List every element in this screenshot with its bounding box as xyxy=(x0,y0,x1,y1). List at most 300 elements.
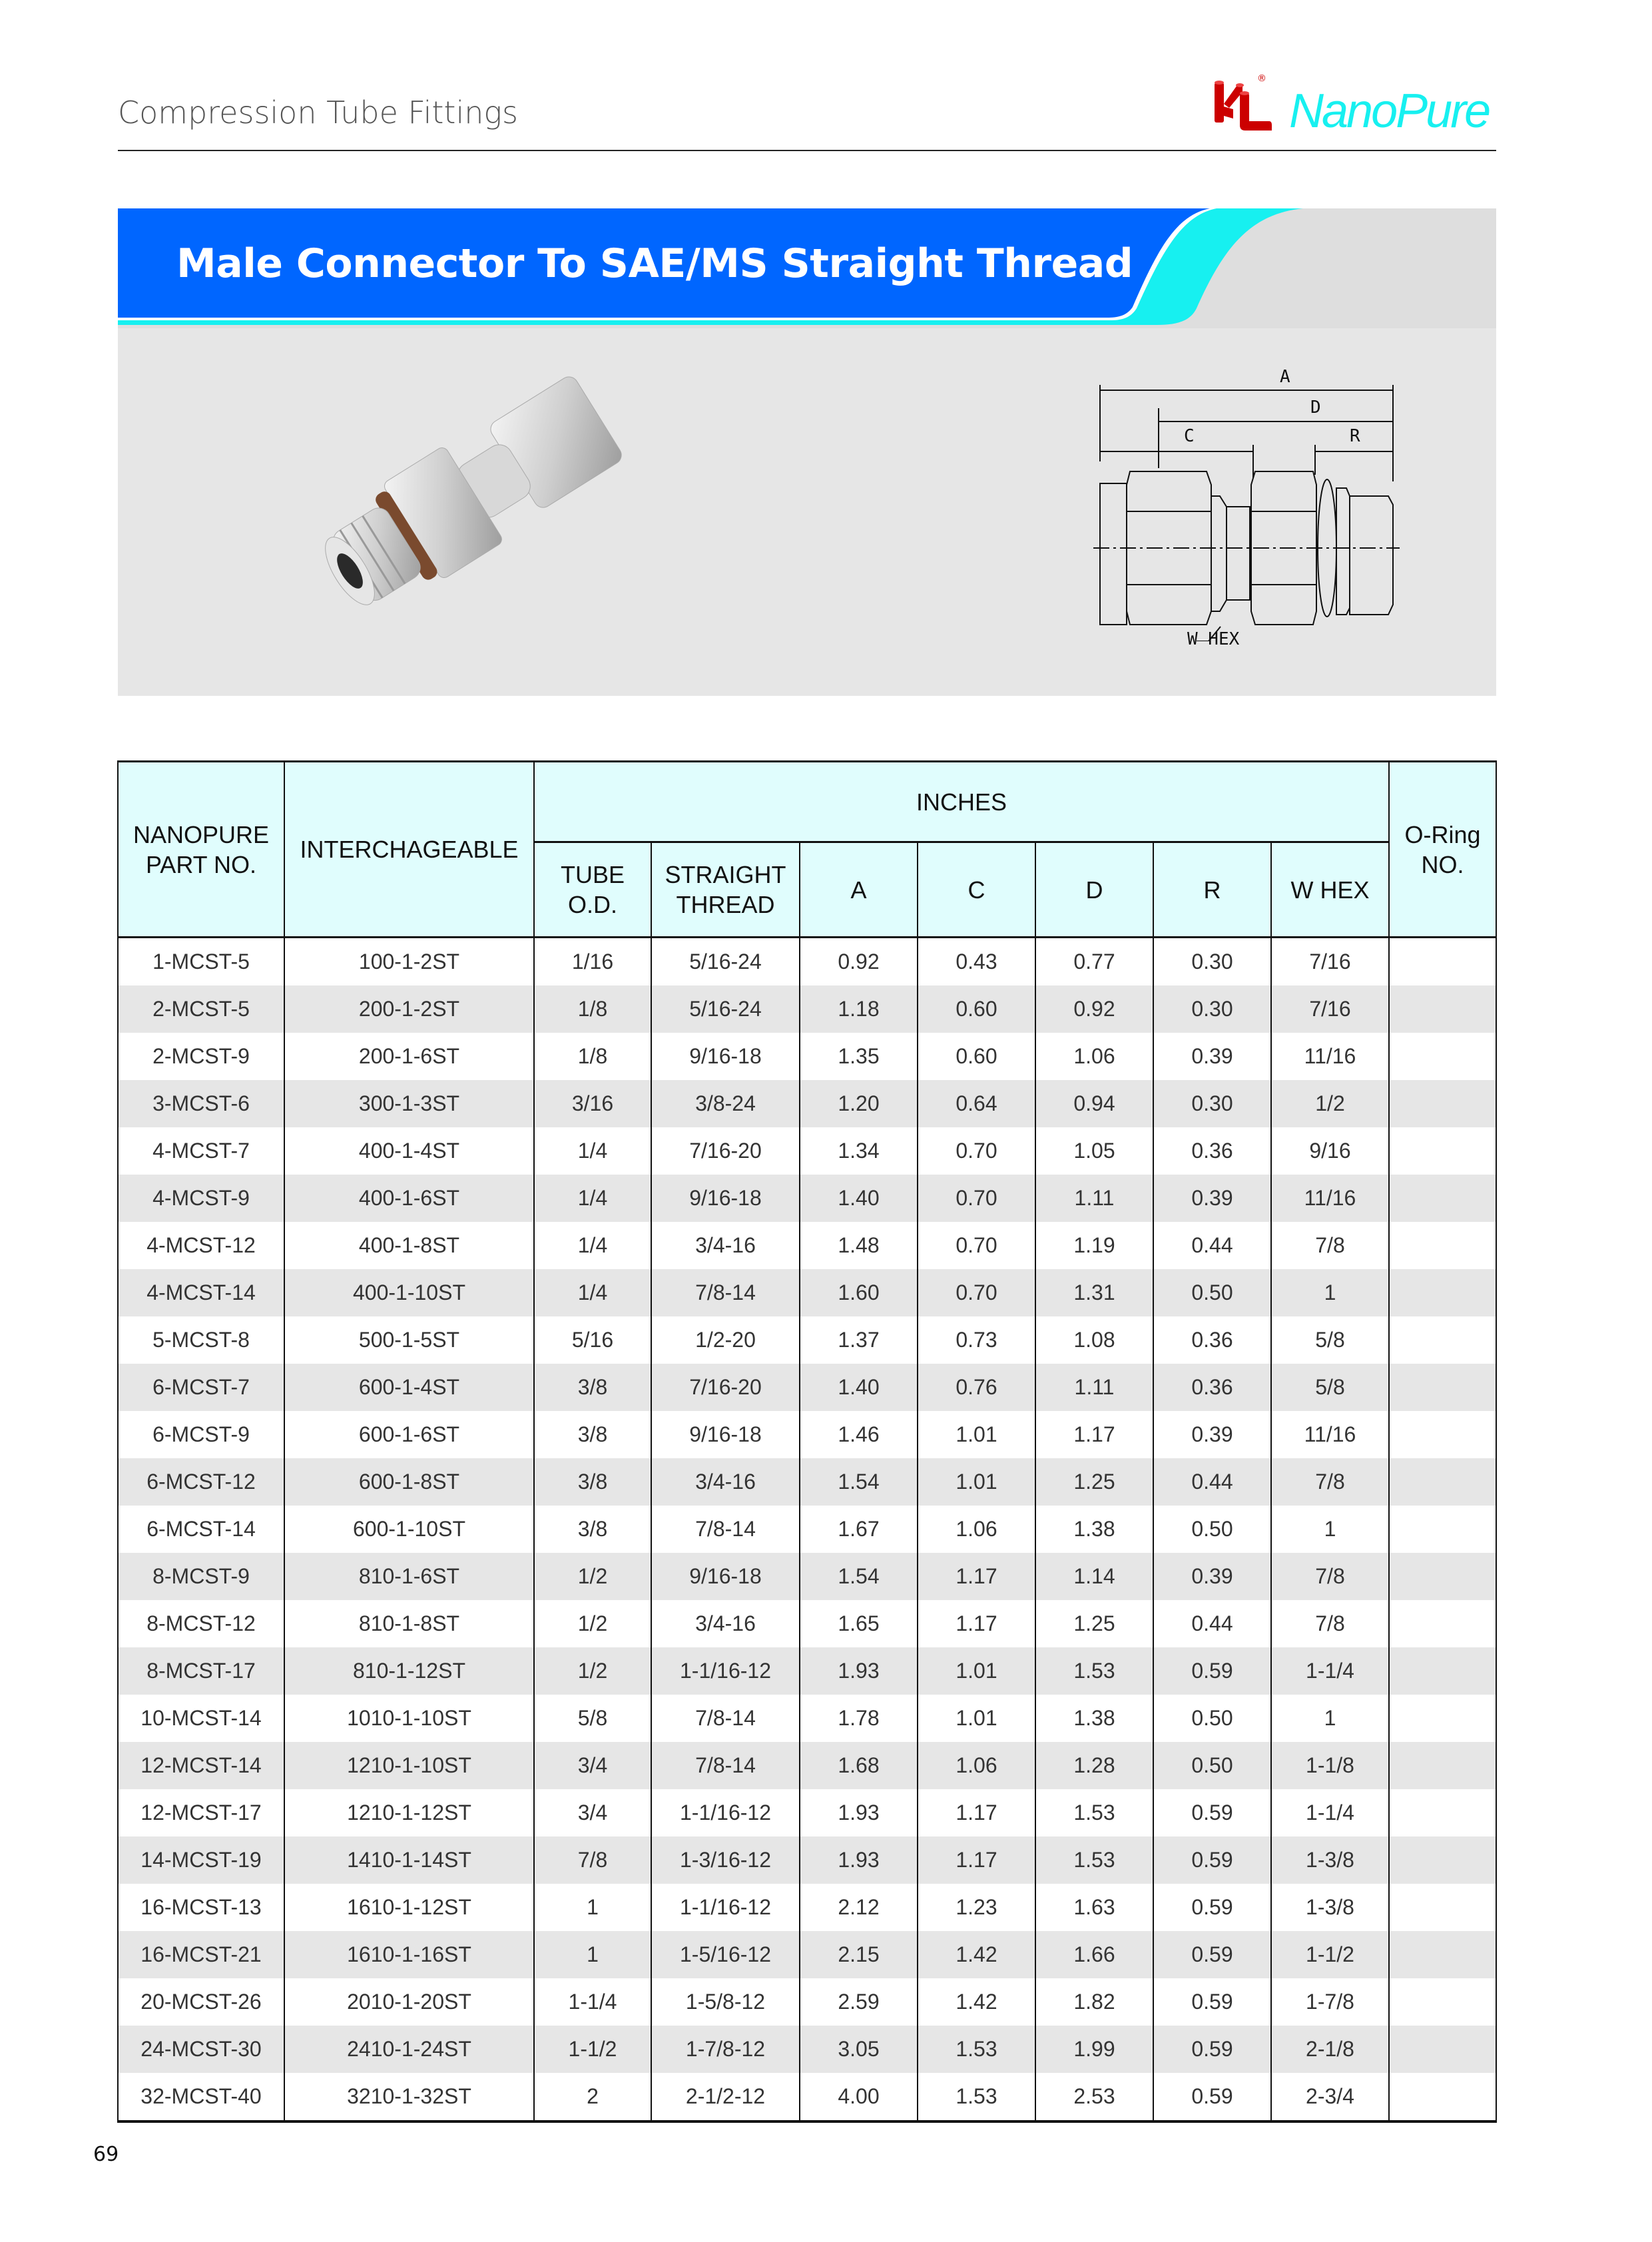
cell-tube-od: 1-1/2 xyxy=(534,2026,651,2073)
cell-oring-no xyxy=(1389,1600,1496,1647)
cell-part-no: 2-MCST-9 xyxy=(118,1033,284,1080)
cell-c: 1.53 xyxy=(918,2026,1035,2073)
cell-a: 1.18 xyxy=(800,985,918,1033)
cell-r: 0.44 xyxy=(1153,1458,1271,1506)
cell-w-hex: 5/8 xyxy=(1271,1364,1389,1411)
table-row xyxy=(118,1647,1496,1695)
cell-part-no: 6-MCST-9 xyxy=(118,1411,284,1458)
cell-c: 1.06 xyxy=(918,1742,1035,1789)
cell-tube-od: 1/8 xyxy=(534,985,651,1033)
cell-straight-thread: 7/16-20 xyxy=(651,1127,800,1175)
cell-oring-no xyxy=(1389,2026,1496,2073)
dimension-label-c: C xyxy=(1184,426,1195,446)
cell-part-no: 5-MCST-8 xyxy=(118,1316,284,1364)
table-row xyxy=(118,1836,1496,1884)
cell-d: 1.66 xyxy=(1035,1931,1153,1978)
cell-a: 1.40 xyxy=(800,1175,918,1222)
table-row xyxy=(118,1316,1496,1364)
cell-a: 1.54 xyxy=(800,1553,918,1600)
cell-interchangeable: 3210-1-32ST xyxy=(284,2073,534,2121)
cell-part-no: 2-MCST-5 xyxy=(118,985,284,1033)
registered-mark: ® xyxy=(1257,73,1266,84)
cell-c: 1.42 xyxy=(918,1931,1035,1978)
cell-interchangeable: 1610-1-16ST xyxy=(284,1931,534,1978)
cell-tube-od: 3/8 xyxy=(534,1506,651,1553)
dimension-label-whex: W HEX xyxy=(1187,629,1240,649)
cell-oring-no xyxy=(1389,1175,1496,1222)
cell-interchangeable: 2010-1-20ST xyxy=(284,1978,534,2026)
cell-w-hex: 11/16 xyxy=(1271,1175,1389,1222)
cell-d: 1.53 xyxy=(1035,1647,1153,1695)
cell-r: 0.50 xyxy=(1153,1269,1271,1316)
dimension-drawing xyxy=(1090,355,1403,641)
table-row xyxy=(118,1080,1496,1127)
page-number: 69 xyxy=(93,2143,119,2166)
table-row xyxy=(118,1931,1496,1978)
cell-part-no: 3-MCST-6 xyxy=(118,1080,284,1127)
table-row xyxy=(118,1175,1496,1222)
cell-a: 1.48 xyxy=(800,1222,918,1269)
table-row xyxy=(118,1884,1496,1931)
cell-straight-thread: 3/8-24 xyxy=(651,1080,800,1127)
cell-straight-thread: 7/16-20 xyxy=(651,1364,800,1411)
cell-d: 1.31 xyxy=(1035,1269,1153,1316)
cell-a: 1.40 xyxy=(800,1364,918,1411)
dimension-label-r: R xyxy=(1350,426,1360,446)
cell-w-hex: 11/16 xyxy=(1271,1411,1389,1458)
logo-text: NanoPure xyxy=(1289,85,1490,138)
cell-d: 2.53 xyxy=(1035,2073,1153,2121)
cell-c: 1.53 xyxy=(918,2073,1035,2121)
cell-part-no: 12-MCST-17 xyxy=(118,1789,284,1836)
header-oring: O-Ring NO. xyxy=(1389,762,1496,938)
cell-tube-od: 1/8 xyxy=(534,1033,651,1080)
cell-a: 2.59 xyxy=(800,1978,918,2026)
cell-oring-no xyxy=(1389,1033,1496,1080)
cell-w-hex: 9/16 xyxy=(1271,1127,1389,1175)
table-row xyxy=(118,2026,1496,2073)
cell-d: 1.53 xyxy=(1035,1789,1153,1836)
cell-r: 0.30 xyxy=(1153,985,1271,1033)
header-inches-group: INCHES xyxy=(534,762,1389,842)
cell-w-hex: 1-1/4 xyxy=(1271,1647,1389,1695)
cell-interchangeable: 400-1-8ST xyxy=(284,1222,534,1269)
cell-interchangeable: 810-1-6ST xyxy=(284,1553,534,1600)
cell-d: 1.99 xyxy=(1035,2026,1153,2073)
cell-interchangeable: 810-1-12ST xyxy=(284,1647,534,1695)
cell-oring-no xyxy=(1389,2073,1496,2121)
cell-c: 0.70 xyxy=(918,1175,1035,1222)
cell-a: 1.37 xyxy=(800,1316,918,1364)
cell-w-hex: 7/8 xyxy=(1271,1600,1389,1647)
cell-r: 0.59 xyxy=(1153,1884,1271,1931)
product-title: Male Connector To SAE/MS Straight Thread xyxy=(176,240,1133,287)
cell-w-hex: 1/2 xyxy=(1271,1080,1389,1127)
cell-oring-no xyxy=(1389,1080,1496,1127)
cell-straight-thread: 1-1/16-12 xyxy=(651,1884,800,1931)
cell-straight-thread: 3/4-16 xyxy=(651,1222,800,1269)
cell-interchangeable: 400-1-6ST xyxy=(284,1175,534,1222)
cell-oring-no xyxy=(1389,1647,1496,1695)
cell-tube-od: 3/8 xyxy=(534,1411,651,1458)
cell-interchangeable: 600-1-4ST xyxy=(284,1364,534,1411)
cell-d: 0.77 xyxy=(1035,938,1153,986)
cell-oring-no xyxy=(1389,1742,1496,1789)
cell-straight-thread: 9/16-18 xyxy=(651,1033,800,1080)
cell-c: 1.42 xyxy=(918,1978,1035,2026)
table-row xyxy=(118,1269,1496,1316)
header-c: C xyxy=(918,842,1035,938)
product-photo xyxy=(304,362,677,628)
cell-straight-thread: 1-7/8-12 xyxy=(651,2026,800,2073)
cell-tube-od: 1/2 xyxy=(534,1647,651,1695)
cell-part-no: 6-MCST-12 xyxy=(118,1458,284,1506)
cell-w-hex: 1 xyxy=(1271,1269,1389,1316)
cell-part-no: 10-MCST-14 xyxy=(118,1695,284,1742)
cell-w-hex: 7/16 xyxy=(1271,985,1389,1033)
cell-a: 0.92 xyxy=(800,938,918,986)
table-row xyxy=(118,1553,1496,1600)
cell-c: 1.01 xyxy=(918,1647,1035,1695)
cell-oring-no xyxy=(1389,1411,1496,1458)
cell-r: 0.50 xyxy=(1153,1506,1271,1553)
cell-tube-od: 1-1/4 xyxy=(534,1978,651,2026)
cell-d: 1.19 xyxy=(1035,1222,1153,1269)
cell-straight-thread: 5/16-24 xyxy=(651,985,800,1033)
cell-tube-od: 1 xyxy=(534,1931,651,1978)
cell-a: 1.20 xyxy=(800,1080,918,1127)
dimension-label-d: D xyxy=(1310,398,1321,418)
cell-a: 1.93 xyxy=(800,1789,918,1836)
cell-interchangeable: 300-1-3ST xyxy=(284,1080,534,1127)
cell-tube-od: 3/16 xyxy=(534,1080,651,1127)
cell-interchangeable: 200-1-6ST xyxy=(284,1033,534,1080)
header-divider xyxy=(118,150,1496,151)
cell-tube-od: 1/2 xyxy=(534,1553,651,1600)
cell-c: 0.76 xyxy=(918,1364,1035,1411)
cell-c: 1.17 xyxy=(918,1600,1035,1647)
table-row xyxy=(118,1033,1496,1080)
cell-d: 1.11 xyxy=(1035,1364,1153,1411)
cell-a: 1.78 xyxy=(800,1695,918,1742)
table-row xyxy=(118,938,1496,986)
cell-a: 1.65 xyxy=(800,1600,918,1647)
cell-part-no: 24-MCST-30 xyxy=(118,2026,284,2073)
cell-part-no: 4-MCST-9 xyxy=(118,1175,284,1222)
cell-r: 0.50 xyxy=(1153,1742,1271,1789)
cell-r: 0.59 xyxy=(1153,1789,1271,1836)
cell-d: 1.63 xyxy=(1035,1884,1153,1931)
cell-d: 1.82 xyxy=(1035,1978,1153,2026)
cell-oring-no xyxy=(1389,1222,1496,1269)
cell-c: 1.23 xyxy=(918,1884,1035,1931)
cell-part-no: 14-MCST-19 xyxy=(118,1836,284,1884)
header-d: D xyxy=(1035,842,1153,938)
cell-straight-thread: 1-3/16-12 xyxy=(651,1836,800,1884)
cell-r: 0.59 xyxy=(1153,2026,1271,2073)
cell-part-no: 6-MCST-14 xyxy=(118,1506,284,1553)
cell-r: 0.44 xyxy=(1153,1600,1271,1647)
cell-w-hex: 7/8 xyxy=(1271,1553,1389,1600)
cell-tube-od: 1 xyxy=(534,1884,651,1931)
cell-d: 1.14 xyxy=(1035,1553,1153,1600)
cell-straight-thread: 3/4-16 xyxy=(651,1458,800,1506)
cell-straight-thread: 7/8-14 xyxy=(651,1695,800,1742)
cell-interchangeable: 400-1-4ST xyxy=(284,1127,534,1175)
cell-interchangeable: 200-1-2ST xyxy=(284,985,534,1033)
cell-oring-no xyxy=(1389,1931,1496,1978)
header-r: R xyxy=(1153,842,1271,938)
table-row xyxy=(118,1364,1496,1411)
cell-w-hex: 7/16 xyxy=(1271,938,1389,986)
cell-r: 0.59 xyxy=(1153,1836,1271,1884)
dimension-label-a: A xyxy=(1280,367,1290,387)
table-row xyxy=(118,2073,1496,2121)
table-row xyxy=(118,1978,1496,2026)
cell-straight-thread: 9/16-18 xyxy=(651,1175,800,1222)
cell-r: 0.59 xyxy=(1153,1647,1271,1695)
cell-tube-od: 1/4 xyxy=(534,1222,651,1269)
cell-c: 0.73 xyxy=(918,1316,1035,1364)
cell-oring-no xyxy=(1389,1506,1496,1553)
cell-part-no: 8-MCST-17 xyxy=(118,1647,284,1695)
cell-part-no: 4-MCST-12 xyxy=(118,1222,284,1269)
cell-interchangeable: 500-1-5ST xyxy=(284,1316,534,1364)
cell-interchangeable: 1210-1-10ST xyxy=(284,1742,534,1789)
cell-w-hex: 11/16 xyxy=(1271,1033,1389,1080)
cell-r: 0.30 xyxy=(1153,1080,1271,1127)
cell-a: 1.60 xyxy=(800,1269,918,1316)
header-a: A xyxy=(800,842,918,938)
cell-d: 1.17 xyxy=(1035,1411,1153,1458)
cell-interchangeable: 400-1-10ST xyxy=(284,1269,534,1316)
cell-straight-thread: 9/16-18 xyxy=(651,1553,800,1600)
cell-r: 0.44 xyxy=(1153,1222,1271,1269)
cell-a: 2.15 xyxy=(800,1931,918,1978)
cell-interchangeable: 600-1-8ST xyxy=(284,1458,534,1506)
cell-tube-od: 3/8 xyxy=(534,1364,651,1411)
cell-c: 0.60 xyxy=(918,1033,1035,1080)
cell-straight-thread: 3/4-16 xyxy=(651,1600,800,1647)
cell-d: 1.06 xyxy=(1035,1033,1153,1080)
header-w-hex: W HEX xyxy=(1271,842,1389,938)
cell-a: 1.35 xyxy=(800,1033,918,1080)
cell-interchangeable: 600-1-10ST xyxy=(284,1506,534,1553)
cell-oring-no xyxy=(1389,1458,1496,1506)
cell-interchangeable: 1410-1-14ST xyxy=(284,1836,534,1884)
cell-d: 0.92 xyxy=(1035,985,1153,1033)
cell-straight-thread: 7/8-14 xyxy=(651,1269,800,1316)
header-straight-thread: STRAIGHT THREAD xyxy=(651,842,800,938)
table-row xyxy=(118,1127,1496,1175)
cell-w-hex: 5/8 xyxy=(1271,1316,1389,1364)
cell-r: 0.39 xyxy=(1153,1411,1271,1458)
cell-oring-no xyxy=(1389,1884,1496,1931)
cell-tube-od: 3/8 xyxy=(534,1458,651,1506)
cell-d: 1.38 xyxy=(1035,1695,1153,1742)
cell-d: 1.28 xyxy=(1035,1742,1153,1789)
cell-part-no: 1-MCST-5 xyxy=(118,938,284,986)
cell-straight-thread: 1-5/16-12 xyxy=(651,1931,800,1978)
cell-part-no: 16-MCST-21 xyxy=(118,1931,284,1978)
cell-tube-od: 1/2 xyxy=(534,1600,651,1647)
cell-a: 1.68 xyxy=(800,1742,918,1789)
table-row xyxy=(118,1506,1496,1553)
cell-c: 1.01 xyxy=(918,1458,1035,1506)
cell-oring-no xyxy=(1389,1695,1496,1742)
cell-tube-od: 5/8 xyxy=(534,1695,651,1742)
cell-straight-thread: 5/16-24 xyxy=(651,938,800,986)
cell-c: 1.01 xyxy=(918,1411,1035,1458)
cell-oring-no xyxy=(1389,1316,1496,1364)
cell-w-hex: 1-1/8 xyxy=(1271,1742,1389,1789)
cell-d: 1.25 xyxy=(1035,1600,1153,1647)
cell-w-hex: 2-1/8 xyxy=(1271,2026,1389,2073)
cell-straight-thread: 1-1/16-12 xyxy=(651,1647,800,1695)
cell-r: 0.39 xyxy=(1153,1553,1271,1600)
table-row xyxy=(118,1411,1496,1458)
cell-r: 0.59 xyxy=(1153,2073,1271,2121)
cell-tube-od: 5/16 xyxy=(534,1316,651,1364)
table-row xyxy=(118,1222,1496,1269)
cell-w-hex: 7/8 xyxy=(1271,1222,1389,1269)
cell-c: 0.64 xyxy=(918,1080,1035,1127)
cell-part-no: 20-MCST-26 xyxy=(118,1978,284,2026)
cell-a: 3.05 xyxy=(800,2026,918,2073)
cell-oring-no xyxy=(1389,1789,1496,1836)
table-row xyxy=(118,985,1496,1033)
kl-logo-mark-icon xyxy=(1211,72,1284,139)
cell-w-hex: 1 xyxy=(1271,1506,1389,1553)
cell-interchangeable: 1210-1-12ST xyxy=(284,1789,534,1836)
cell-interchangeable: 1010-1-10ST xyxy=(284,1695,534,1742)
table-row xyxy=(118,1789,1496,1836)
table-row xyxy=(118,1458,1496,1506)
cell-d: 1.53 xyxy=(1035,1836,1153,1884)
cell-a: 4.00 xyxy=(800,2073,918,2121)
cell-d: 1.25 xyxy=(1035,1458,1153,1506)
cell-w-hex: 1 xyxy=(1271,1695,1389,1742)
cell-c: 1.17 xyxy=(918,1553,1035,1600)
cell-w-hex: 1-3/8 xyxy=(1271,1836,1389,1884)
cell-tube-od: 1/4 xyxy=(534,1269,651,1316)
cell-oring-no xyxy=(1389,938,1496,986)
cell-part-no: 8-MCST-12 xyxy=(118,1600,284,1647)
cell-c: 0.70 xyxy=(918,1269,1035,1316)
page-header-title: Compression Tube Fittings xyxy=(118,95,518,131)
cell-straight-thread: 1-1/16-12 xyxy=(651,1789,800,1836)
cell-a: 2.12 xyxy=(800,1884,918,1931)
cell-c: 1.17 xyxy=(918,1789,1035,1836)
cell-r: 0.39 xyxy=(1153,1175,1271,1222)
cell-oring-no xyxy=(1389,1553,1496,1600)
cell-tube-od: 1/4 xyxy=(534,1127,651,1175)
cell-part-no: 4-MCST-7 xyxy=(118,1127,284,1175)
cell-part-no: 12-MCST-14 xyxy=(118,1742,284,1789)
cell-oring-no xyxy=(1389,1978,1496,2026)
cell-r: 0.59 xyxy=(1153,1931,1271,1978)
cell-w-hex: 7/8 xyxy=(1271,1458,1389,1506)
cell-c: 1.06 xyxy=(918,1506,1035,1553)
cell-tube-od: 1/4 xyxy=(534,1175,651,1222)
product-hero-panel xyxy=(118,208,1496,696)
cell-interchangeable: 2410-1-24ST xyxy=(284,2026,534,2073)
cell-tube-od: 2 xyxy=(534,2073,651,2121)
cell-oring-no xyxy=(1389,1836,1496,1884)
cell-straight-thread: 1-5/8-12 xyxy=(651,1978,800,2026)
cell-c: 1.17 xyxy=(918,1836,1035,1884)
cell-oring-no xyxy=(1389,985,1496,1033)
cell-tube-od: 3/4 xyxy=(534,1742,651,1789)
spec-table xyxy=(117,760,1497,2123)
table-body xyxy=(118,938,1496,2122)
cell-r: 0.30 xyxy=(1153,938,1271,986)
header-tube-od: TUBE O.D. xyxy=(534,842,651,938)
cell-interchangeable: 810-1-8ST xyxy=(284,1600,534,1647)
cell-w-hex: 1-1/2 xyxy=(1271,1931,1389,1978)
cell-straight-thread: 9/16-18 xyxy=(651,1411,800,1458)
cell-tube-od: 3/4 xyxy=(534,1789,651,1836)
brand-logo xyxy=(1211,72,1504,139)
cell-tube-od: 1/16 xyxy=(534,938,651,986)
cell-d: 0.94 xyxy=(1035,1080,1153,1127)
cell-interchangeable: 100-1-2ST xyxy=(284,938,534,986)
cell-r: 0.39 xyxy=(1153,1033,1271,1080)
cell-d: 1.38 xyxy=(1035,1506,1153,1553)
cell-interchangeable: 600-1-6ST xyxy=(284,1411,534,1458)
cell-r: 0.36 xyxy=(1153,1316,1271,1364)
cell-r: 0.36 xyxy=(1153,1364,1271,1411)
cell-oring-no xyxy=(1389,1127,1496,1175)
header-interchangeable: INTERCHAGEABLE xyxy=(284,762,534,938)
table-row xyxy=(118,1600,1496,1647)
cell-straight-thread: 7/8-14 xyxy=(651,1742,800,1789)
table-row xyxy=(118,1742,1496,1789)
cell-w-hex: 1-1/4 xyxy=(1271,1789,1389,1836)
cell-straight-thread: 1/2-20 xyxy=(651,1316,800,1364)
cell-part-no: 4-MCST-14 xyxy=(118,1269,284,1316)
cell-d: 1.05 xyxy=(1035,1127,1153,1175)
cell-tube-od: 7/8 xyxy=(534,1836,651,1884)
table-row xyxy=(118,1695,1496,1742)
cell-oring-no xyxy=(1389,1269,1496,1316)
cell-r: 0.59 xyxy=(1153,1978,1271,2026)
cell-r: 0.50 xyxy=(1153,1695,1271,1742)
cell-a: 1.93 xyxy=(800,1836,918,1884)
cell-w-hex: 1-3/8 xyxy=(1271,1884,1389,1931)
cell-a: 1.34 xyxy=(800,1127,918,1175)
cell-part-no: 6-MCST-7 xyxy=(118,1364,284,1411)
cell-a: 1.67 xyxy=(800,1506,918,1553)
cell-part-no: 32-MCST-40 xyxy=(118,2073,284,2121)
cell-d: 1.08 xyxy=(1035,1316,1153,1364)
cell-part-no: 16-MCST-13 xyxy=(118,1884,284,1931)
cell-c: 0.70 xyxy=(918,1222,1035,1269)
cell-part-no: 8-MCST-9 xyxy=(118,1553,284,1600)
cell-c: 0.70 xyxy=(918,1127,1035,1175)
cell-interchangeable: 1610-1-12ST xyxy=(284,1884,534,1931)
cell-r: 0.36 xyxy=(1153,1127,1271,1175)
cell-oring-no xyxy=(1389,1364,1496,1411)
cell-c: 0.43 xyxy=(918,938,1035,986)
cell-c: 1.01 xyxy=(918,1695,1035,1742)
cell-d: 1.11 xyxy=(1035,1175,1153,1222)
cell-w-hex: 1-7/8 xyxy=(1271,1978,1389,2026)
cell-a: 1.46 xyxy=(800,1411,918,1458)
cell-a: 1.54 xyxy=(800,1458,918,1506)
cell-straight-thread: 7/8-14 xyxy=(651,1506,800,1553)
cell-c: 0.60 xyxy=(918,985,1035,1033)
